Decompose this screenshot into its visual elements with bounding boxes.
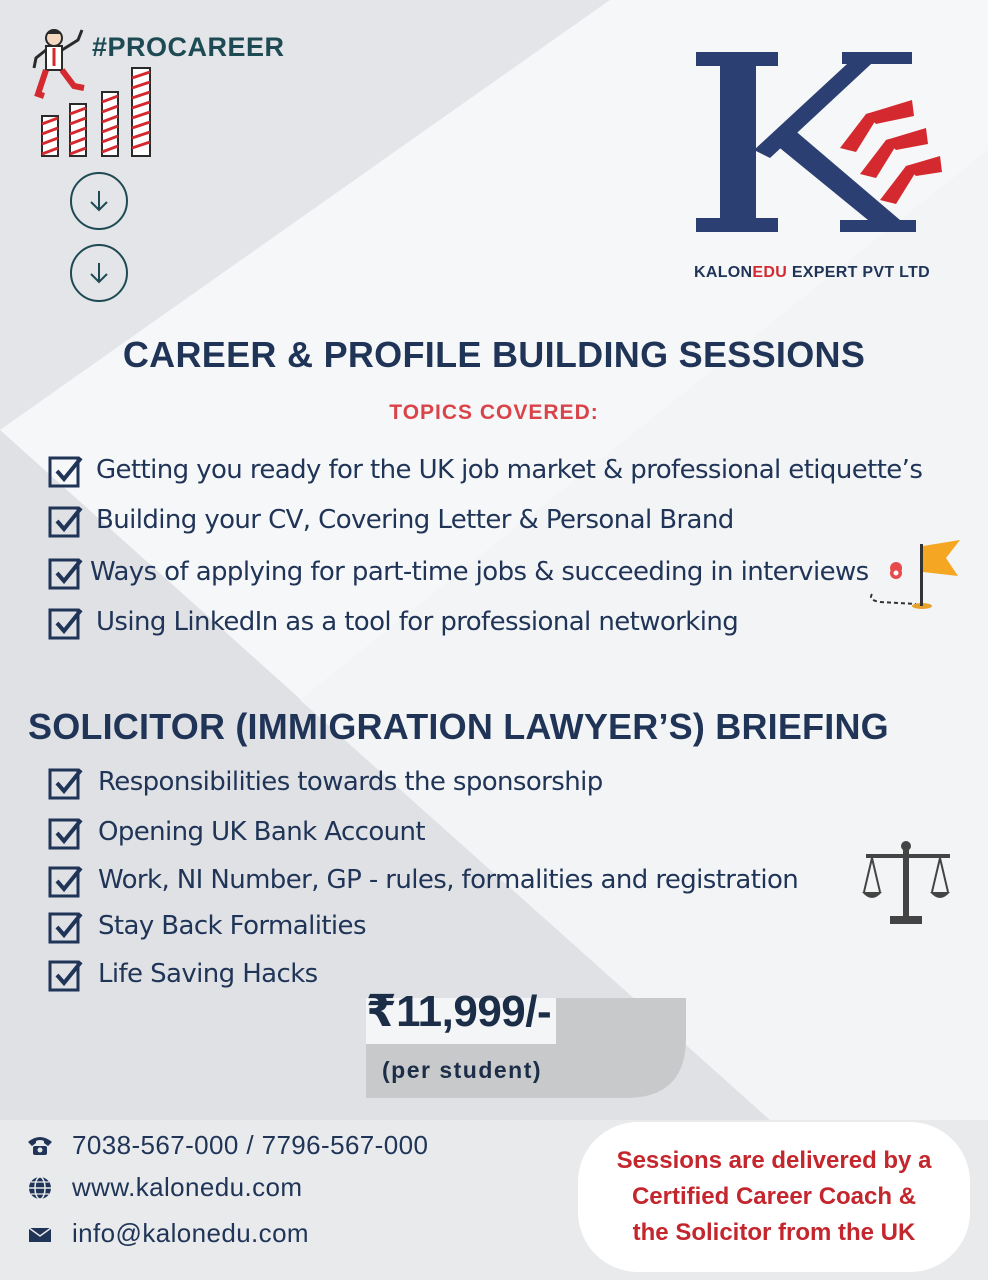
contact-email <box>26 1218 309 1249</box>
checkbox-checked-icon <box>48 908 84 944</box>
checkbox-checked-icon <box>48 604 84 640</box>
list-item-text: Work, NI Number, GP - rules, formalities and registration <box>98 865 799 895</box>
checkbox-checked-icon <box>48 452 84 488</box>
list-item-text: Getting you ready for the UK job market & professional etiquette’s <box>96 455 923 485</box>
phone-icon <box>26 1132 54 1160</box>
checkbox-checked-icon <box>48 764 84 800</box>
checkbox-checked-icon <box>48 956 84 992</box>
list-item-text: Using LinkedIn as a tool for professional networking <box>96 607 739 637</box>
list-item-text: Opening UK Bank Account <box>98 817 426 847</box>
section-title-career: CAREER & PROFILE BUILDING SESSIONS <box>122 334 866 375</box>
email-link[interactable]: info@kalonedu.com <box>72 1218 309 1248</box>
list-item-text: Ways of applying for part-time jobs & succeeding in interviews <box>90 557 869 587</box>
contact-website <box>26 1172 302 1203</box>
contact-phone <box>26 1130 428 1161</box>
phone-numbers[interactable]: 7038-567-000 / 7796-567-000 <box>72 1130 429 1160</box>
kalonedu-logo <box>690 40 950 260</box>
list-item <box>48 764 603 800</box>
price-per-student: (per student) <box>382 1057 543 1083</box>
list-item-text: Stay Back Formalities <box>98 911 366 941</box>
globe-icon <box>26 1174 54 1202</box>
topics-covered-subtitle: TOPICS COVERED: <box>389 401 599 424</box>
checkbox-checked-icon <box>48 502 84 538</box>
logo-caption: KALONEDU EXPERT PVT LTD <box>694 264 930 281</box>
checkbox-checked-icon <box>48 814 84 850</box>
balance-scale-icon <box>860 838 956 928</box>
session-note-text: Sessions are delivered by a Certified Career Coach & the Solicitor from the UK <box>616 1147 932 1246</box>
list-item-text: Life Saving Hacks <box>98 959 318 989</box>
list-item <box>48 502 734 538</box>
list-item <box>48 814 425 850</box>
list-item <box>48 862 798 898</box>
checkbox-checked-icon <box>48 554 84 590</box>
procareer-hashtag: #PROCAREER <box>92 32 285 62</box>
flag-destination-icon <box>866 536 966 616</box>
list-item <box>48 554 869 590</box>
list-item-text: Responsibilities towards the sponsorship <box>98 767 603 797</box>
list-item <box>48 908 366 944</box>
list-item <box>48 604 738 640</box>
mail-icon <box>26 1220 54 1248</box>
checkbox-checked-icon <box>48 862 84 898</box>
website-link[interactable]: www.kalonedu.com <box>72 1172 303 1202</box>
price-amount: ₹11,999/- <box>366 987 552 1036</box>
list-item <box>48 956 318 992</box>
list-item-text: Building your CV, Covering Letter & Personal Brand <box>96 505 734 535</box>
arrow-down-circle-icon <box>70 172 128 230</box>
session-note-card <box>578 1122 970 1272</box>
arrow-down-circle-icon <box>70 244 128 302</box>
list-item <box>48 452 922 488</box>
section-title-solicitor: SOLICITOR (IMMIGRATION LAWYER’S) BRIEFING <box>28 706 889 747</box>
